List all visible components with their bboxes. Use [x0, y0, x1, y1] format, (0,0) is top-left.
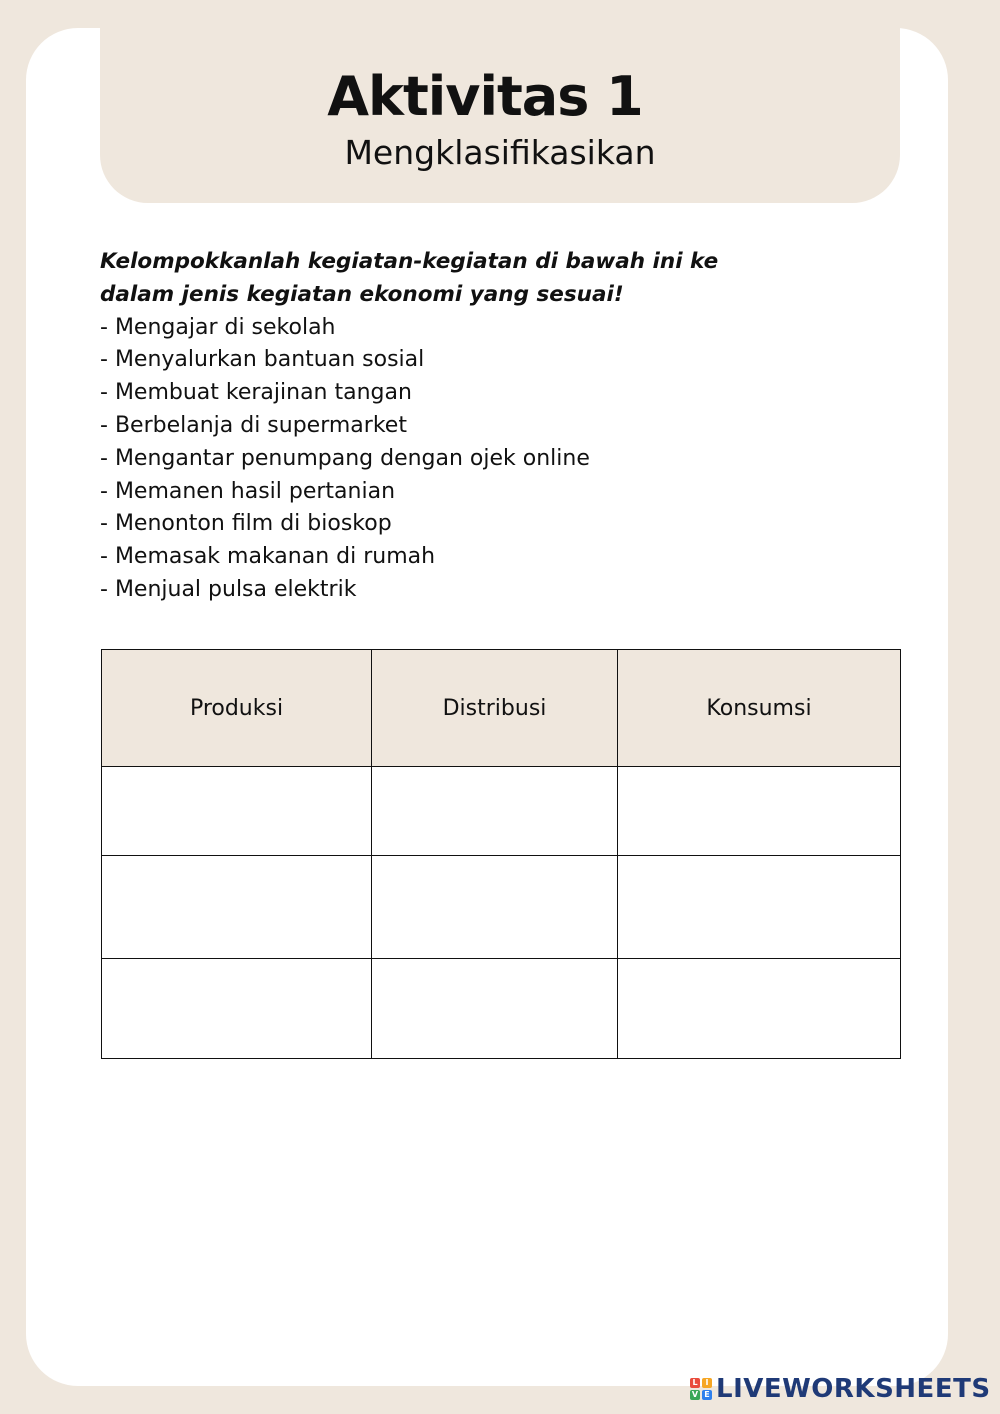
table-row: [102, 767, 901, 856]
list-item: - Menonton film di bioskop: [100, 508, 860, 541]
list-item: - Memasak makanan di rumah: [100, 541, 860, 574]
instructions: [100, 246, 860, 607]
answer-cell-produksi-3[interactable]: [102, 959, 372, 1059]
answer-cell-distribusi-3[interactable]: [372, 959, 618, 1059]
table-header-row: [102, 650, 901, 767]
table-row: [102, 959, 901, 1059]
instruction-line-2: dalam jenis kegiatan ekonomi yang sesuai!: [100, 281, 624, 307]
list-item: - Memanen hasil pertanian: [100, 476, 860, 509]
logo-letter: E: [702, 1390, 712, 1400]
header-produksi: Produksi: [102, 650, 372, 767]
page-title: Aktivitas 1: [327, 65, 643, 128]
answer-cell-produksi-2[interactable]: [102, 856, 372, 959]
instruction-line-1: Kelompokkanlah kegiatan-kegiatan di bawah ini ke: [100, 249, 719, 274]
answer-cell-konsumsi-3[interactable]: [618, 959, 901, 1059]
list-item: - Berbelanja di supermarket: [100, 410, 860, 443]
logo-letter: I: [702, 1378, 712, 1388]
answer-cell-produksi-1[interactable]: [102, 767, 372, 856]
liveworksheets-logo-icon: [690, 1378, 712, 1400]
table-row: [102, 856, 901, 959]
liveworksheets-watermark: [690, 1372, 991, 1406]
list-item: - Mengajar di sekolah: [100, 312, 860, 345]
header-distribusi: Distribusi: [372, 650, 618, 767]
list-item: - Menyalurkan bantuan sosial: [100, 344, 860, 377]
list-item: - Menjual pulsa elektrik: [100, 574, 860, 607]
logo-letter: L: [690, 1378, 700, 1388]
answer-cell-konsumsi-2[interactable]: [618, 856, 901, 959]
list-item: - Mengantar penumpang dengan ojek online: [100, 443, 860, 476]
page-subtitle: Mengklasifikasikan: [344, 133, 656, 172]
answer-cell-distribusi-2[interactable]: [372, 856, 618, 959]
answer-cell-distribusi-1[interactable]: [372, 767, 618, 856]
logo-letter: V: [691, 1390, 699, 1399]
activity-list: [100, 312, 860, 607]
answer-cell-konsumsi-1[interactable]: [618, 767, 901, 856]
classification-table: [101, 649, 901, 1059]
header-konsumsi: Konsumsi: [618, 650, 901, 767]
list-item: - Membuat kerajinan tangan: [100, 377, 860, 410]
watermark-text: LIVEWORKSHEETS: [716, 1374, 991, 1404]
